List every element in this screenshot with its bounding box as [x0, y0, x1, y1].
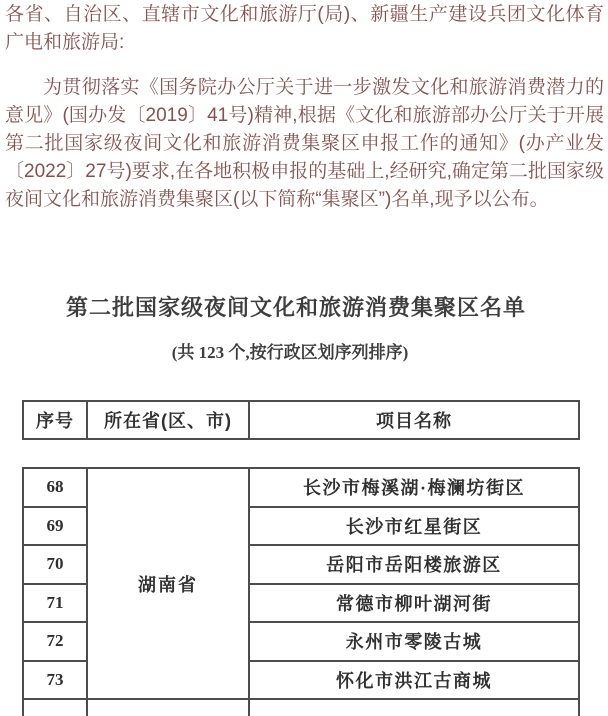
- list-subtitle: (共 123 个,按行政区划序列排序): [171, 343, 409, 362]
- row-number-cell: 70: [23, 545, 87, 584]
- row-number-cell: [23, 699, 87, 716]
- project-name-cell: [249, 699, 579, 716]
- body-paragraph: 为贯彻落实《国务院办公厅关于进一步激发文化和旅游消费潜力的意见》(国办发〔2019〕41号)精神,根据《文化和旅游部办公厅关于开展第二批国家级夜间文化和旅游消费集聚区申报工作的通知》(办产业发〔2022〕27号)要求,在各地积极申报的基础上,经研究,确定第二批国家级夜间文化和旅游消费集聚区(以下简称“集聚区”)名单,现予以公布。: [5, 77, 604, 210]
- row-number-cell: 68: [23, 468, 87, 507]
- header-row: [23, 401, 579, 439]
- project-name-cell: 长沙市红星街区: [249, 507, 579, 546]
- notice-body: [5, 1, 604, 214]
- row-number-cell: 72: [23, 622, 87, 661]
- project-name-cell: 永州市零陵古城: [249, 622, 579, 661]
- header-cell-province: 所在省(区、市): [87, 401, 249, 439]
- project-name-cell: 常德市柳叶湖河街: [249, 584, 579, 623]
- salutation-text: 各省、自治区、直辖市文化和旅游厅(局)、新疆生产建设兵团文化体育广电和旅游局:: [5, 4, 604, 53]
- data-table: [22, 467, 580, 716]
- row-number-cell: 73: [23, 661, 87, 700]
- project-name-cell: 怀化市洪江古商城: [249, 661, 579, 700]
- header-cell-project: 项目名称: [249, 401, 579, 439]
- table-row: [23, 468, 579, 507]
- table-row-partial: [23, 699, 579, 716]
- list-title: 第二批国家级夜间文化和旅游消费集聚区名单: [65, 295, 526, 320]
- province-cell: 湖南省: [87, 468, 249, 699]
- table-header: [22, 400, 580, 440]
- province-cell: [87, 699, 249, 716]
- project-name-cell: 岳阳市岳阳楼旅游区: [249, 545, 579, 584]
- row-number-cell: 71: [23, 584, 87, 623]
- project-name-cell: 长沙市梅溪湖·梅澜坊街区: [249, 468, 579, 507]
- header-cell-number: 序号: [23, 401, 87, 439]
- row-number-cell: 69: [23, 507, 87, 546]
